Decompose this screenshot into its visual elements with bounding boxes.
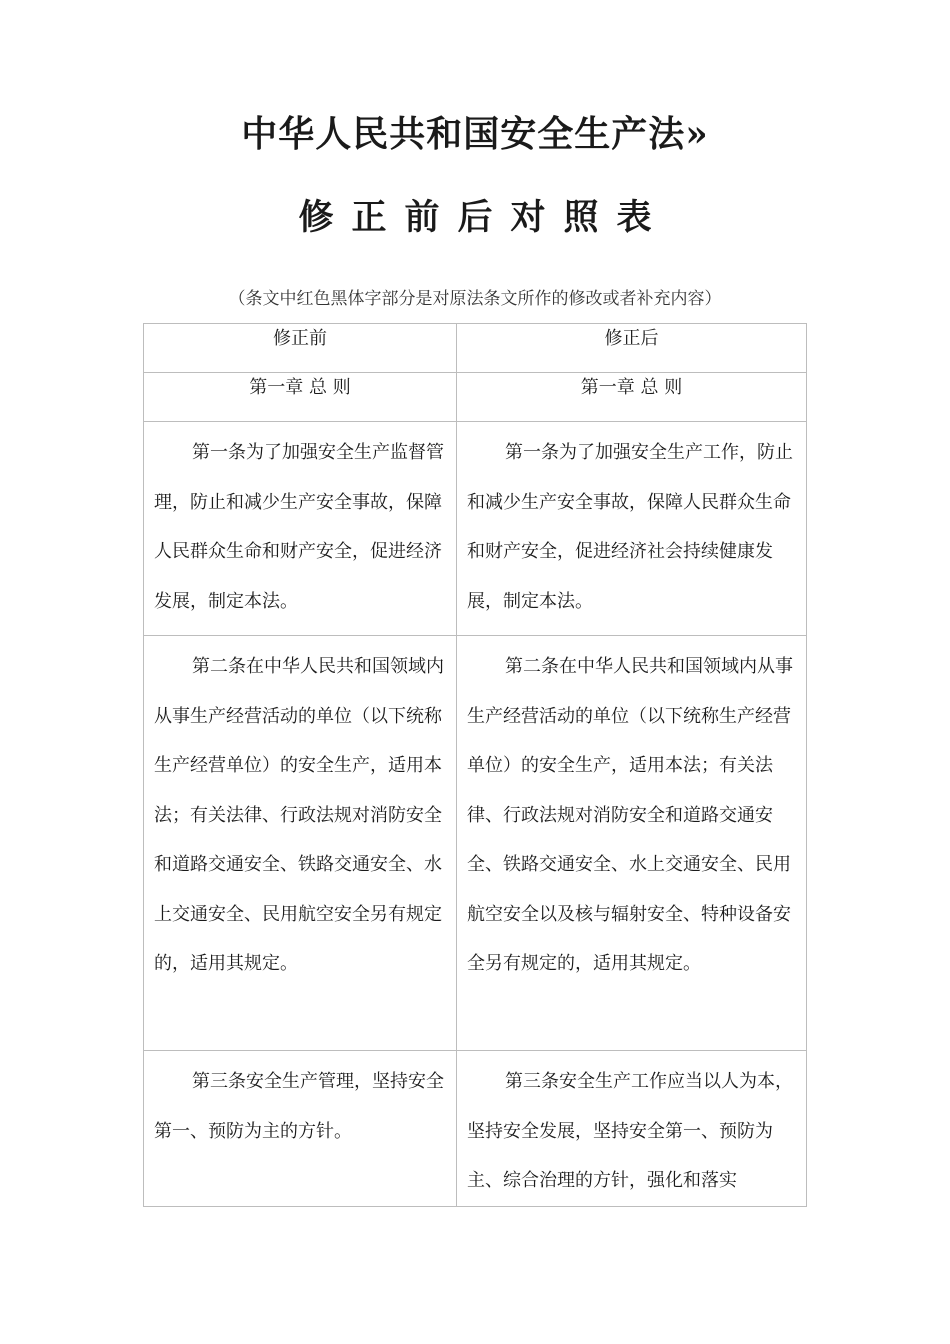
header-after: 修正后 [457, 324, 807, 373]
article-before-cell [144, 1051, 457, 1207]
header-before: 修正前 [144, 324, 457, 373]
document-subtitle: 修正前后对照表 [298, 197, 670, 238]
article-after-cell [457, 1051, 807, 1207]
table-row [144, 1051, 807, 1207]
article-before-text: 第三条安全生产管理，坚持安全第一、预防为主的方针。 [154, 1071, 444, 1142]
document-note: （条文中红色黑体字部分是对原法条文所作的修改或者补充内容） [228, 289, 722, 309]
table-row [144, 422, 807, 636]
article-after-cell [457, 422, 807, 636]
comparison-table [143, 323, 807, 1207]
chapter-after: 第一章 总 则 [457, 373, 807, 422]
article-before-cell [144, 636, 457, 1051]
article-after-text: 第一条为了加强安全生产工作，防止和减少生产安全事故，保障人民群众生命和财产安全，促进经济社会持续健康发展，制定本法。 [467, 442, 793, 612]
article-after-text: 第三条安全生产工作应当以人为本，坚持安全发展，坚持安全第一、预防为主、综合治理的方针，强化和落实 [467, 1071, 793, 1191]
article-before-cell [144, 422, 457, 636]
article-after-cell [457, 636, 807, 1051]
article-after-text: 第二条在中华人民共和国领域内从事生产经营活动的单位（以下统称生产经营单位）的安全生产，适用本法；有关法律、行政法规对消防安全和道路交通安全、铁路交通安全、水上交通安全、民用航空安全以及核与辐射安全、特种设备安全另有规定的，适用其规定。 [467, 656, 793, 974]
chapter-row [144, 373, 807, 422]
chapter-before: 第一章 总 则 [144, 373, 457, 422]
article-before-text: 第一条为了加强安全生产监督管理，防止和减少生产安全事故，保障人民群众生命和财产安全，促进经济发展，制定本法。 [154, 442, 444, 612]
table-header-row [144, 324, 807, 373]
document-title: 中华人民共和国安全生产法» [241, 113, 709, 155]
article-before-text: 第二条在中华人民共和国领域内从事生产经营活动的单位（以下统称生产经营单位）的安全生产，适用本法；有关法律、行政法规对消防安全和道路交通安全、铁路交通安全、水上交通安全、民用航空安全另有规定的，适用其规定。 [154, 656, 444, 974]
table-row [144, 636, 807, 1051]
